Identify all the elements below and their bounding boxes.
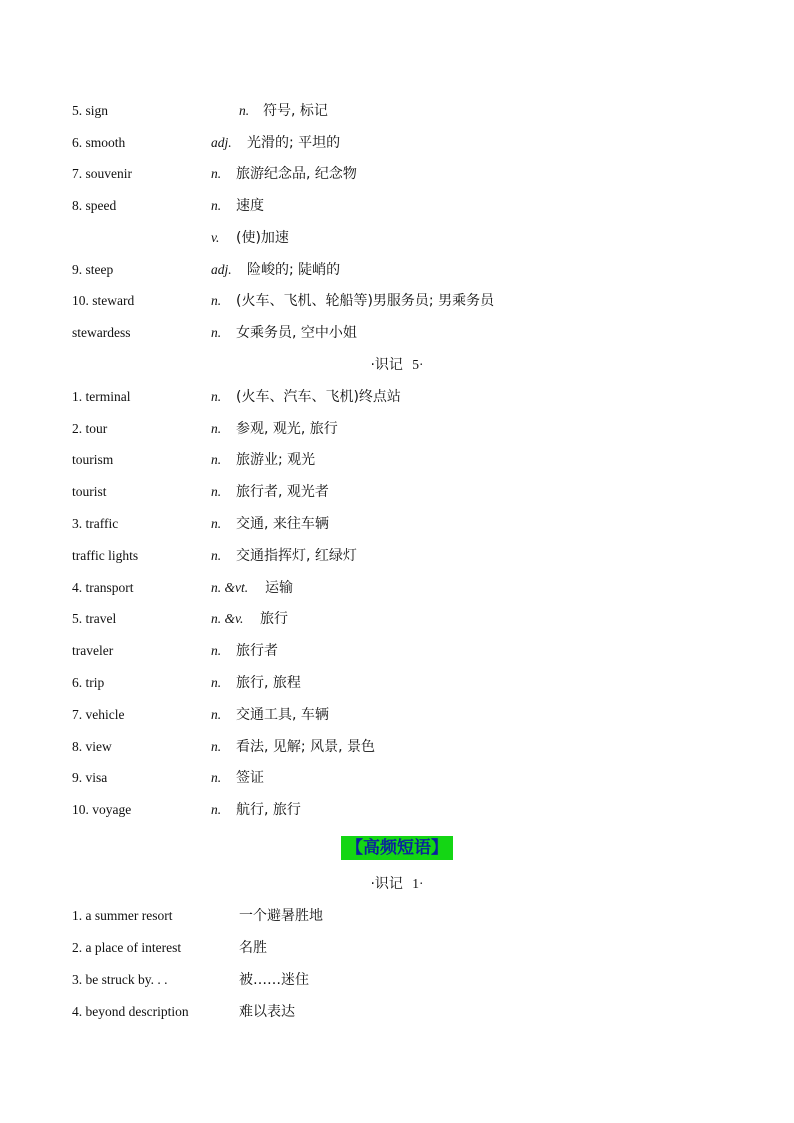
vocab-word: tourist	[72, 484, 107, 499]
phrase-meaning: 一个避暑胜地	[239, 908, 323, 924]
phrase-text: 1. a summer resort	[72, 908, 173, 923]
heading-prefix: ·识记	[370, 357, 403, 373]
vocab-pos: n.	[211, 707, 222, 722]
vocab-meaning: (使)加速	[236, 230, 289, 246]
heading-suffix: ·	[419, 876, 424, 891]
vocab-word: 8. view	[72, 739, 112, 754]
vocab-pos: n.	[211, 548, 222, 563]
vocab-meaning: 运输	[265, 580, 293, 596]
vocab-meaning: 旅行者, 观光者	[236, 484, 329, 500]
vocab-pos: n.	[211, 802, 222, 817]
vocab-meaning: 参观, 观光, 旅行	[236, 421, 338, 437]
vocab-meaning: 交通工具, 车辆	[236, 707, 329, 723]
vocab-meaning: 看法, 见解; 风景, 景色	[236, 739, 375, 755]
vocab-pos: n. &v.	[211, 611, 244, 626]
vocab-word: traveler	[72, 643, 114, 658]
vocab-pos: n.	[211, 389, 222, 404]
vocab-meaning: 交通指挥灯, 红绿灯	[236, 548, 357, 564]
vocab-pos: n.	[211, 675, 222, 690]
vocab-meaning: 旅行, 旅程	[236, 675, 301, 691]
vocab-word: 10. voyage	[72, 802, 132, 817]
vocab-word: 6. smooth	[72, 135, 126, 150]
vocab-pos: n.	[211, 198, 222, 213]
vocab-word: 7. souvenir	[72, 166, 132, 181]
vocab-meaning: (火车、飞机、轮船等)男服务员; 男乘务员	[236, 293, 495, 309]
vocab-word: traffic lights	[72, 548, 139, 563]
memorize-heading-1	[0, 874, 794, 894]
vocab-word: 10. steward	[72, 293, 135, 308]
phrase-text: 3. be struck by. . .	[72, 972, 168, 987]
vocab-word: 9. steep	[72, 262, 114, 277]
heading-suffix: ·	[419, 357, 424, 372]
vocab-meaning: 速度	[236, 198, 264, 214]
vocab-meaning: 旅游业; 观光	[236, 452, 316, 468]
vocab-meaning: 航行, 旅行	[236, 802, 301, 818]
vocab-meaning: 女乘务员, 空中小姐	[236, 325, 357, 341]
vocab-word: 1. terminal	[72, 389, 131, 404]
vocab-pos: n.	[211, 516, 222, 531]
vocab-word: 7. vehicle	[72, 707, 125, 722]
vocab-pos: n.	[211, 293, 222, 308]
vocab-pos: n. &vt.	[211, 580, 249, 595]
vocab-word: 4. transport	[72, 580, 134, 595]
section-title-high-frequency-phrases: 【高频短语】	[341, 836, 453, 860]
phrase-meaning: 被……迷住	[239, 972, 309, 988]
vocab-pos: v.	[211, 230, 220, 245]
vocab-word: 2. tour	[72, 421, 108, 436]
vocab-meaning: 符号, 标记	[263, 103, 328, 119]
vocab-meaning: 旅游纪念品, 纪念物	[236, 166, 357, 182]
vocab-word: tourism	[72, 452, 114, 467]
vocab-pos: n.	[211, 739, 222, 754]
heading-number: 5	[412, 357, 420, 372]
vocab-meaning: 交通, 来往车辆	[236, 516, 329, 532]
vocab-pos: n.	[211, 770, 222, 785]
phrase-meaning: 难以表达	[239, 1004, 295, 1020]
vocab-meaning: 签证	[236, 770, 264, 786]
vocab-meaning: 光滑的; 平坦的	[247, 135, 341, 151]
vocab-word: 5. travel	[72, 611, 117, 626]
vocab-meaning: 旅行	[260, 611, 288, 627]
vocab-word: 8. speed	[72, 198, 117, 213]
vocab-pos: n.	[211, 643, 222, 658]
vocab-pos: adj.	[211, 135, 232, 150]
vocab-pos: n.	[211, 421, 222, 436]
vocab-pos: n.	[211, 325, 222, 340]
vocab-word: 5. sign	[72, 103, 109, 118]
vocab-pos: n.	[211, 166, 222, 181]
vocab-meaning: 险峻的; 陡峭的	[247, 262, 341, 278]
vocab-word: 3. traffic	[72, 516, 119, 531]
vocab-word: 9. visa	[72, 770, 108, 785]
vocab-meaning: 旅行者	[236, 643, 278, 659]
heading-prefix: ·识记	[370, 876, 403, 892]
vocab-pos: n.	[211, 484, 222, 499]
vocab-word: 6. trip	[72, 675, 105, 690]
vocab-word: stewardess	[72, 325, 131, 340]
memorize-heading-5	[0, 355, 794, 375]
vocab-meaning: (火车、汽车、飞机)终点站	[236, 389, 401, 405]
phrase-meaning: 名胜	[239, 940, 267, 956]
vocab-pos: n.	[239, 103, 250, 118]
phrase-text: 2. a place of interest	[72, 940, 182, 955]
phrase-text: 4. beyond description	[72, 1004, 189, 1019]
vocab-pos: n.	[211, 452, 222, 467]
heading-number: 1	[412, 876, 420, 891]
vocab-pos: adj.	[211, 262, 232, 277]
